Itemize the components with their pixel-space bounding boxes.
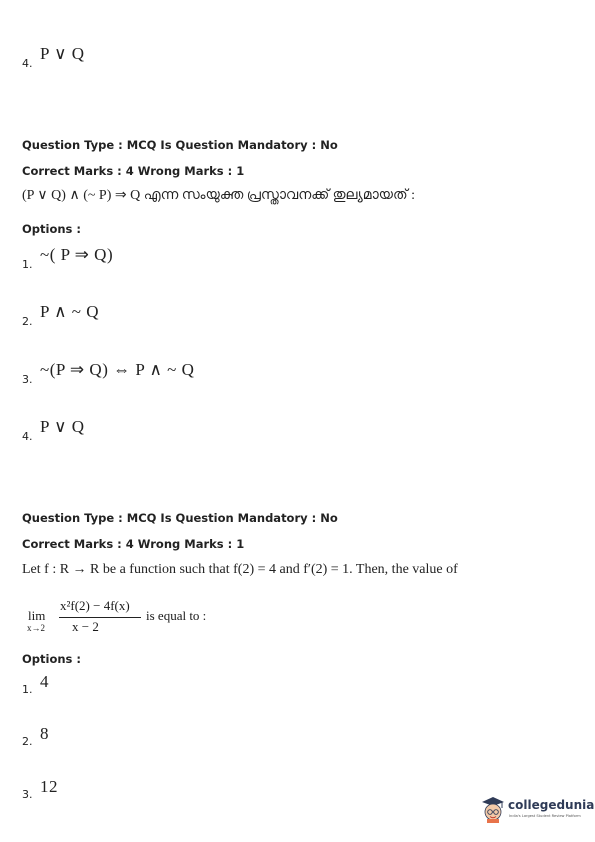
option-text: ~(P ⇒ Q) ⇔ P ∧ ~ Q [40,360,195,379]
options-label: Options : [22,222,81,236]
logo-wordmark: collegedunia [508,798,595,812]
fraction-denominator: x − 2 [72,619,99,634]
question-stem: (P ∨ Q) ∧ (~ P) ⇒ Q എന്ന സംയുക്ത പ്രസ്താവനക്ക് തുല്യമായത് : [22,188,415,203]
option-text: P ∧ ~ Q [40,302,99,321]
options-label: Options : [22,652,81,666]
fraction-numerator: x²f(2) − 4f(x) [60,598,130,613]
option-number: 3. [22,373,33,386]
limit-subscript: x→2 [27,623,45,633]
option-number: 1. [22,683,33,696]
option-text: 12 [40,777,58,796]
logo-tagline: India's Largest Student Review Platform [509,814,581,818]
question-stem: Let f : R → R be a function such that f(2) = 4 and f′(2) = 1. Then, the value of [22,562,458,577]
option-number: 1. [22,258,33,271]
question-meta-marks: Correct Marks : 4 Wrong Marks : 1 [22,164,245,178]
option-text: 8 [40,724,49,743]
option-text: P ∨ Q [40,44,85,63]
question-meta-marks: Correct Marks : 4 Wrong Marks : 1 [22,537,245,551]
option-number: 4. [22,430,33,443]
option-text: P ∨ Q [40,417,85,436]
option-number: 2. [22,735,33,748]
collegedunia-logo [480,795,595,825]
option-number: 4. [22,57,33,70]
question-meta-type: Question Type : MCQ Is Question Mandatory : No [22,138,338,152]
limit-tail-text: is equal to : [146,608,207,623]
limit-expression [24,598,224,638]
fraction-bar [59,617,141,618]
question-meta-type: Question Type : MCQ Is Question Mandatory : No [22,511,338,525]
option-number: 3. [22,788,33,801]
option-text: ~( P ⇒ Q) [40,245,114,264]
student-mascot-icon [480,795,506,823]
option-text: 4 [40,672,49,691]
option-number: 2. [22,315,33,328]
limit-operator: lim [28,608,46,623]
